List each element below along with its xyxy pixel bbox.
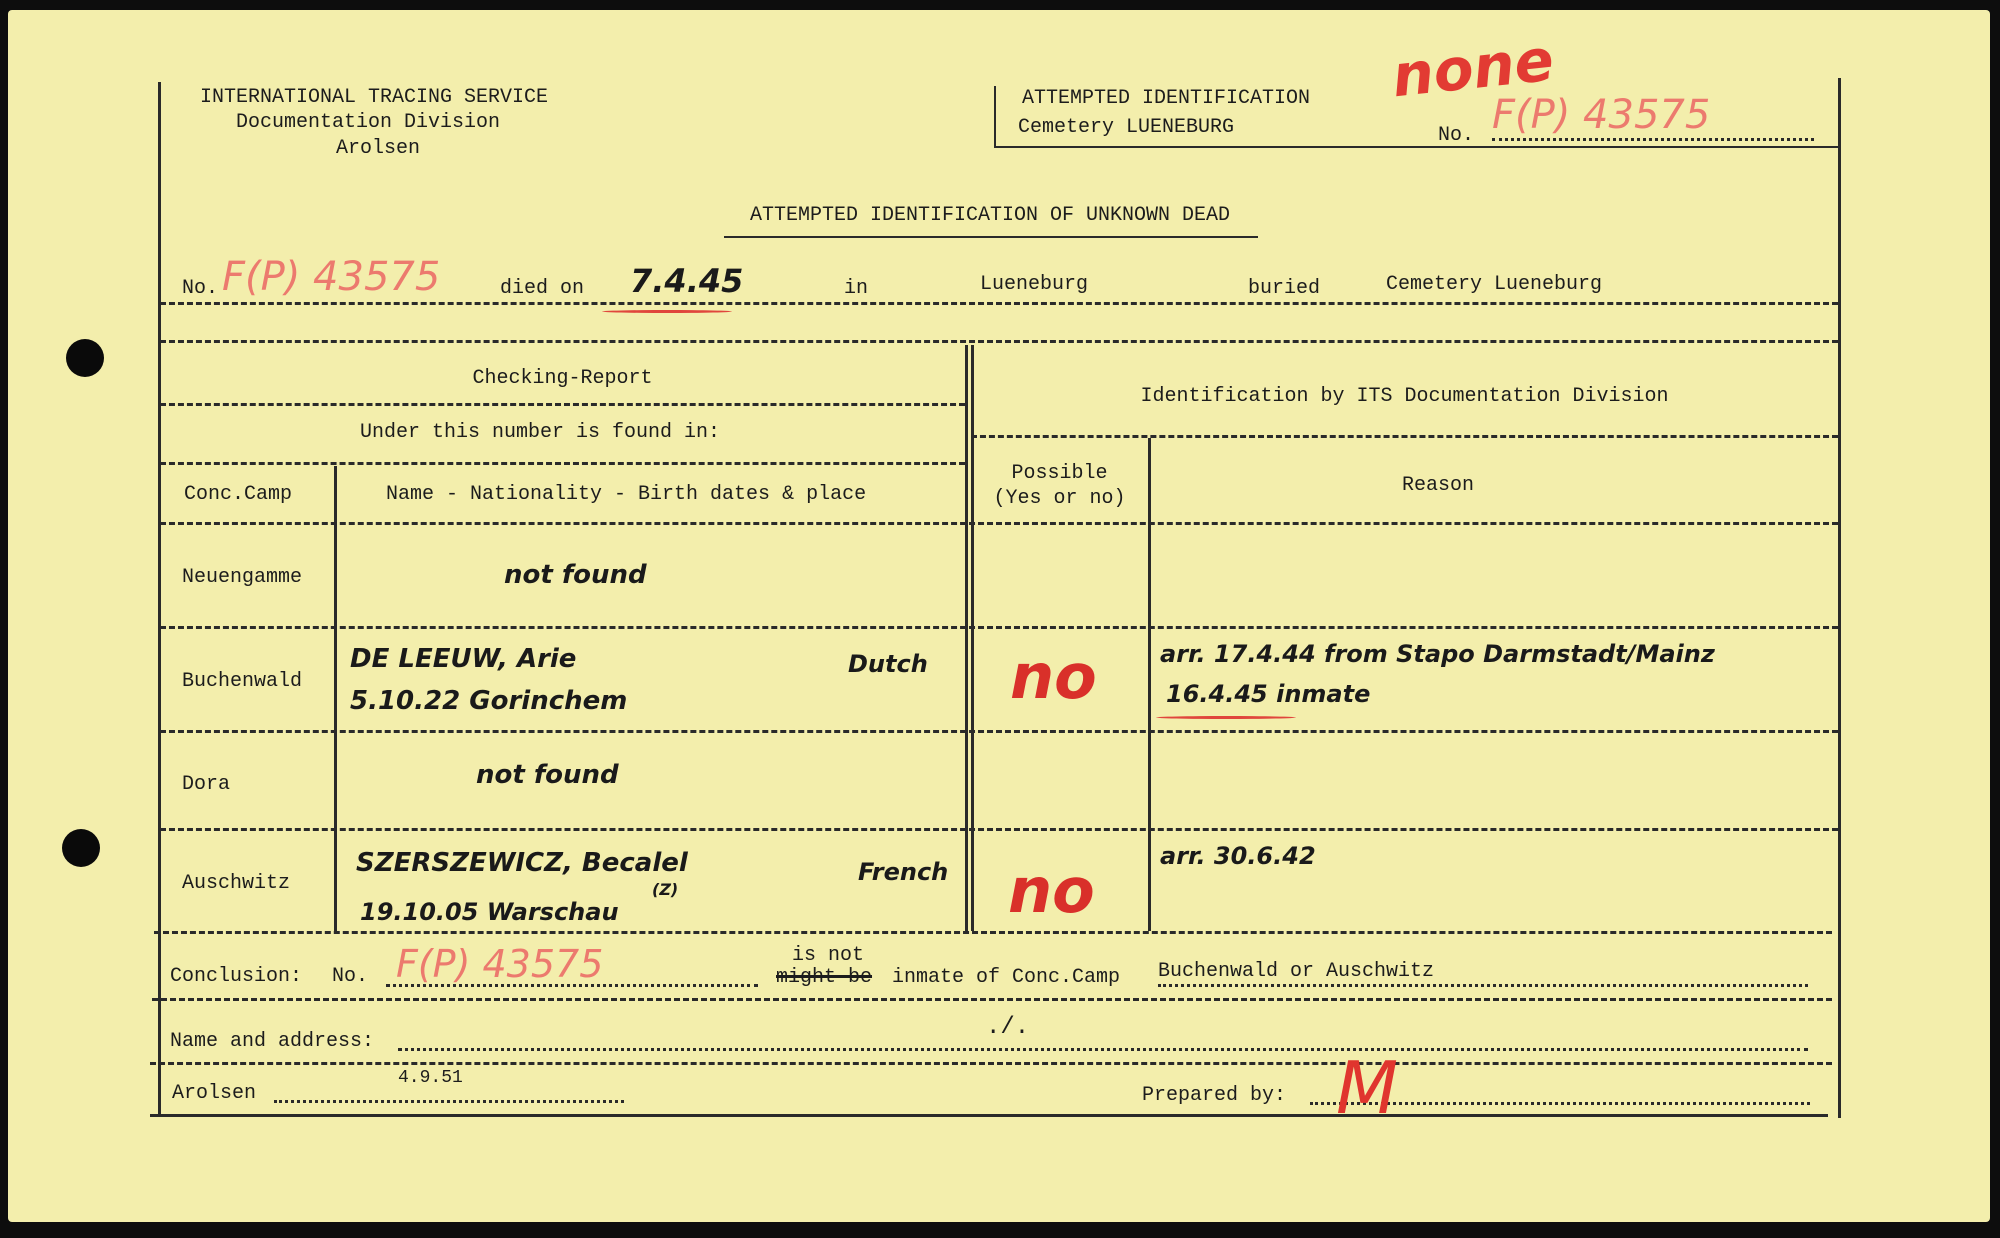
- punch-hole-top: [66, 339, 104, 377]
- table-row-line-1: [160, 626, 1838, 629]
- place-value: Lueneburg: [980, 273, 1089, 296]
- table-row-line-3: [160, 828, 1838, 831]
- table-row-name-neuengamme: not found: [504, 560, 647, 590]
- table-row-name-buchenwald: DE LEEUW, Arie: [350, 644, 577, 674]
- table-row-name-note-auschwitz: (Z): [652, 880, 679, 899]
- table-row-camp-neuengamme: Neuengamme: [182, 566, 303, 589]
- died-on-label: died on: [500, 277, 585, 300]
- document-title: ATTEMPTED IDENTIFICATION OF UNKNOWN DEAD: [749, 204, 1231, 227]
- header-divider-horizontal: [994, 146, 1838, 148]
- checking-report-label: Checking-Report: [472, 367, 653, 390]
- died-on-red-underline: [602, 310, 732, 313]
- arolsen-dotted-line: [274, 1100, 624, 1103]
- conclusion-no-label: No.: [332, 965, 369, 988]
- table-row-reason-buchenwald-2: 16.4.45 inmate: [1166, 680, 1371, 708]
- table-row-reason-buchenwald-1: arr. 17.4.44 from Stapo Darmstadt/Mainz: [1160, 640, 1715, 668]
- record-double-line: [160, 340, 1838, 343]
- record-no-value: F(P) 43575: [222, 254, 441, 300]
- conclusion-no-value: F(P) 43575: [396, 942, 604, 986]
- name-address-dotted-line: [398, 1048, 1808, 1051]
- org-line-2: Documentation Division: [236, 111, 501, 134]
- attempt-line-2: Cemetery LUENEBURG: [1018, 116, 1235, 139]
- punch-hole-bottom: [62, 829, 100, 867]
- table-row-birth-buchenwald: 5.10.22 Gorinchem: [350, 686, 628, 716]
- conclusion-is-not: is not: [792, 944, 865, 967]
- conclusion-camps: Buchenwald or Auschwitz: [1158, 960, 1435, 983]
- stamp-word-none: none: [1388, 25, 1557, 111]
- table-row-camp-buchenwald: Buchenwald: [182, 670, 303, 693]
- table-row-nationality-buchenwald: Dutch: [848, 650, 928, 678]
- header-no-dotted-line: [1492, 138, 1814, 141]
- name-address-line: [150, 1062, 1832, 1065]
- frame-right-border: [1838, 78, 1841, 1118]
- col-header-name: Name - Nationality - Birth dates & place: [386, 483, 867, 506]
- in-label: in: [844, 277, 869, 300]
- conclusion-label: Conclusion:: [170, 965, 303, 988]
- header-divider-vertical: [994, 86, 996, 146]
- table-row-reason-auschwitz-1: arr. 30.6.42: [1160, 842, 1316, 870]
- org-line-1: INTERNATIONAL TRACING SERVICE: [200, 86, 549, 109]
- table-row-camp-dora: Dora: [182, 773, 231, 796]
- conclusion-inmate-text: inmate of Conc.Camp: [892, 966, 1121, 989]
- header-no-value: F(P) 43575: [1492, 92, 1711, 138]
- frame-left-border: [158, 82, 161, 1114]
- table-row-name-dora: not found: [476, 760, 619, 790]
- col-header-camp: Conc.Camp: [184, 483, 293, 506]
- table-row-nationality-auschwitz: French: [858, 858, 949, 886]
- buried-label: buried: [1248, 277, 1321, 300]
- conclusion-struck-text: might be: [776, 966, 873, 989]
- buried-value: Cemetery Lueneburg: [1386, 273, 1603, 296]
- conclusion-camps-dotted-line: [1158, 984, 1808, 987]
- identification-header: Identification by ITS Documentation Division: [1140, 385, 1669, 408]
- col-header-possible-2: (Yes or no): [993, 487, 1126, 510]
- record-line: [160, 302, 1838, 305]
- prepared-by-signature: M: [1336, 1046, 1399, 1130]
- title-underline: [724, 236, 1258, 238]
- name-address-value: ./.: [986, 1014, 1030, 1041]
- table-divider-main: [965, 345, 968, 931]
- table-row-birth-auschwitz: 19.10.05 Warschau: [360, 898, 619, 926]
- table-row-name-auschwitz: SZERSZEWICZ, Becalel: [356, 848, 688, 878]
- died-on-value: 7.4.45: [630, 262, 744, 300]
- record-no-label: No.: [182, 277, 219, 300]
- table-row-possible-buchenwald: no: [1010, 640, 1097, 713]
- table-divider-main-2: [971, 345, 974, 931]
- footer-date: 4.9.51: [398, 1068, 463, 1088]
- prepared-by-label: Prepared by:: [1142, 1084, 1287, 1107]
- identification-line: [971, 435, 1838, 438]
- org-line-3: Arolsen: [336, 137, 421, 160]
- table-bottom-line: [154, 931, 1832, 934]
- reason-red-underline: [1156, 716, 1296, 719]
- col-header-line: [160, 522, 1838, 525]
- conclusion-line: [152, 998, 1832, 1001]
- name-address-label: Name and address:: [170, 1030, 375, 1053]
- table-divider-camp: [334, 466, 337, 931]
- found-in-label: Under this number is found in:: [359, 421, 721, 444]
- header-no-label: No.: [1438, 124, 1475, 147]
- attempt-line-1: ATTEMPTED IDENTIFICATION: [1022, 87, 1311, 110]
- frame-bottom-border: [150, 1114, 1828, 1117]
- col-header-possible-1: Possible: [1011, 462, 1108, 485]
- found-in-line: [160, 462, 965, 465]
- table-row-line-2: [160, 730, 1838, 733]
- arolsen-footer-label: Arolsen: [172, 1082, 257, 1105]
- checking-report-line: [160, 403, 965, 406]
- table-row-possible-auschwitz: no: [1008, 854, 1095, 927]
- col-header-reason: Reason: [1401, 474, 1474, 497]
- table-row-camp-auschwitz: Auschwitz: [182, 872, 291, 895]
- table-divider-possible: [1148, 438, 1151, 931]
